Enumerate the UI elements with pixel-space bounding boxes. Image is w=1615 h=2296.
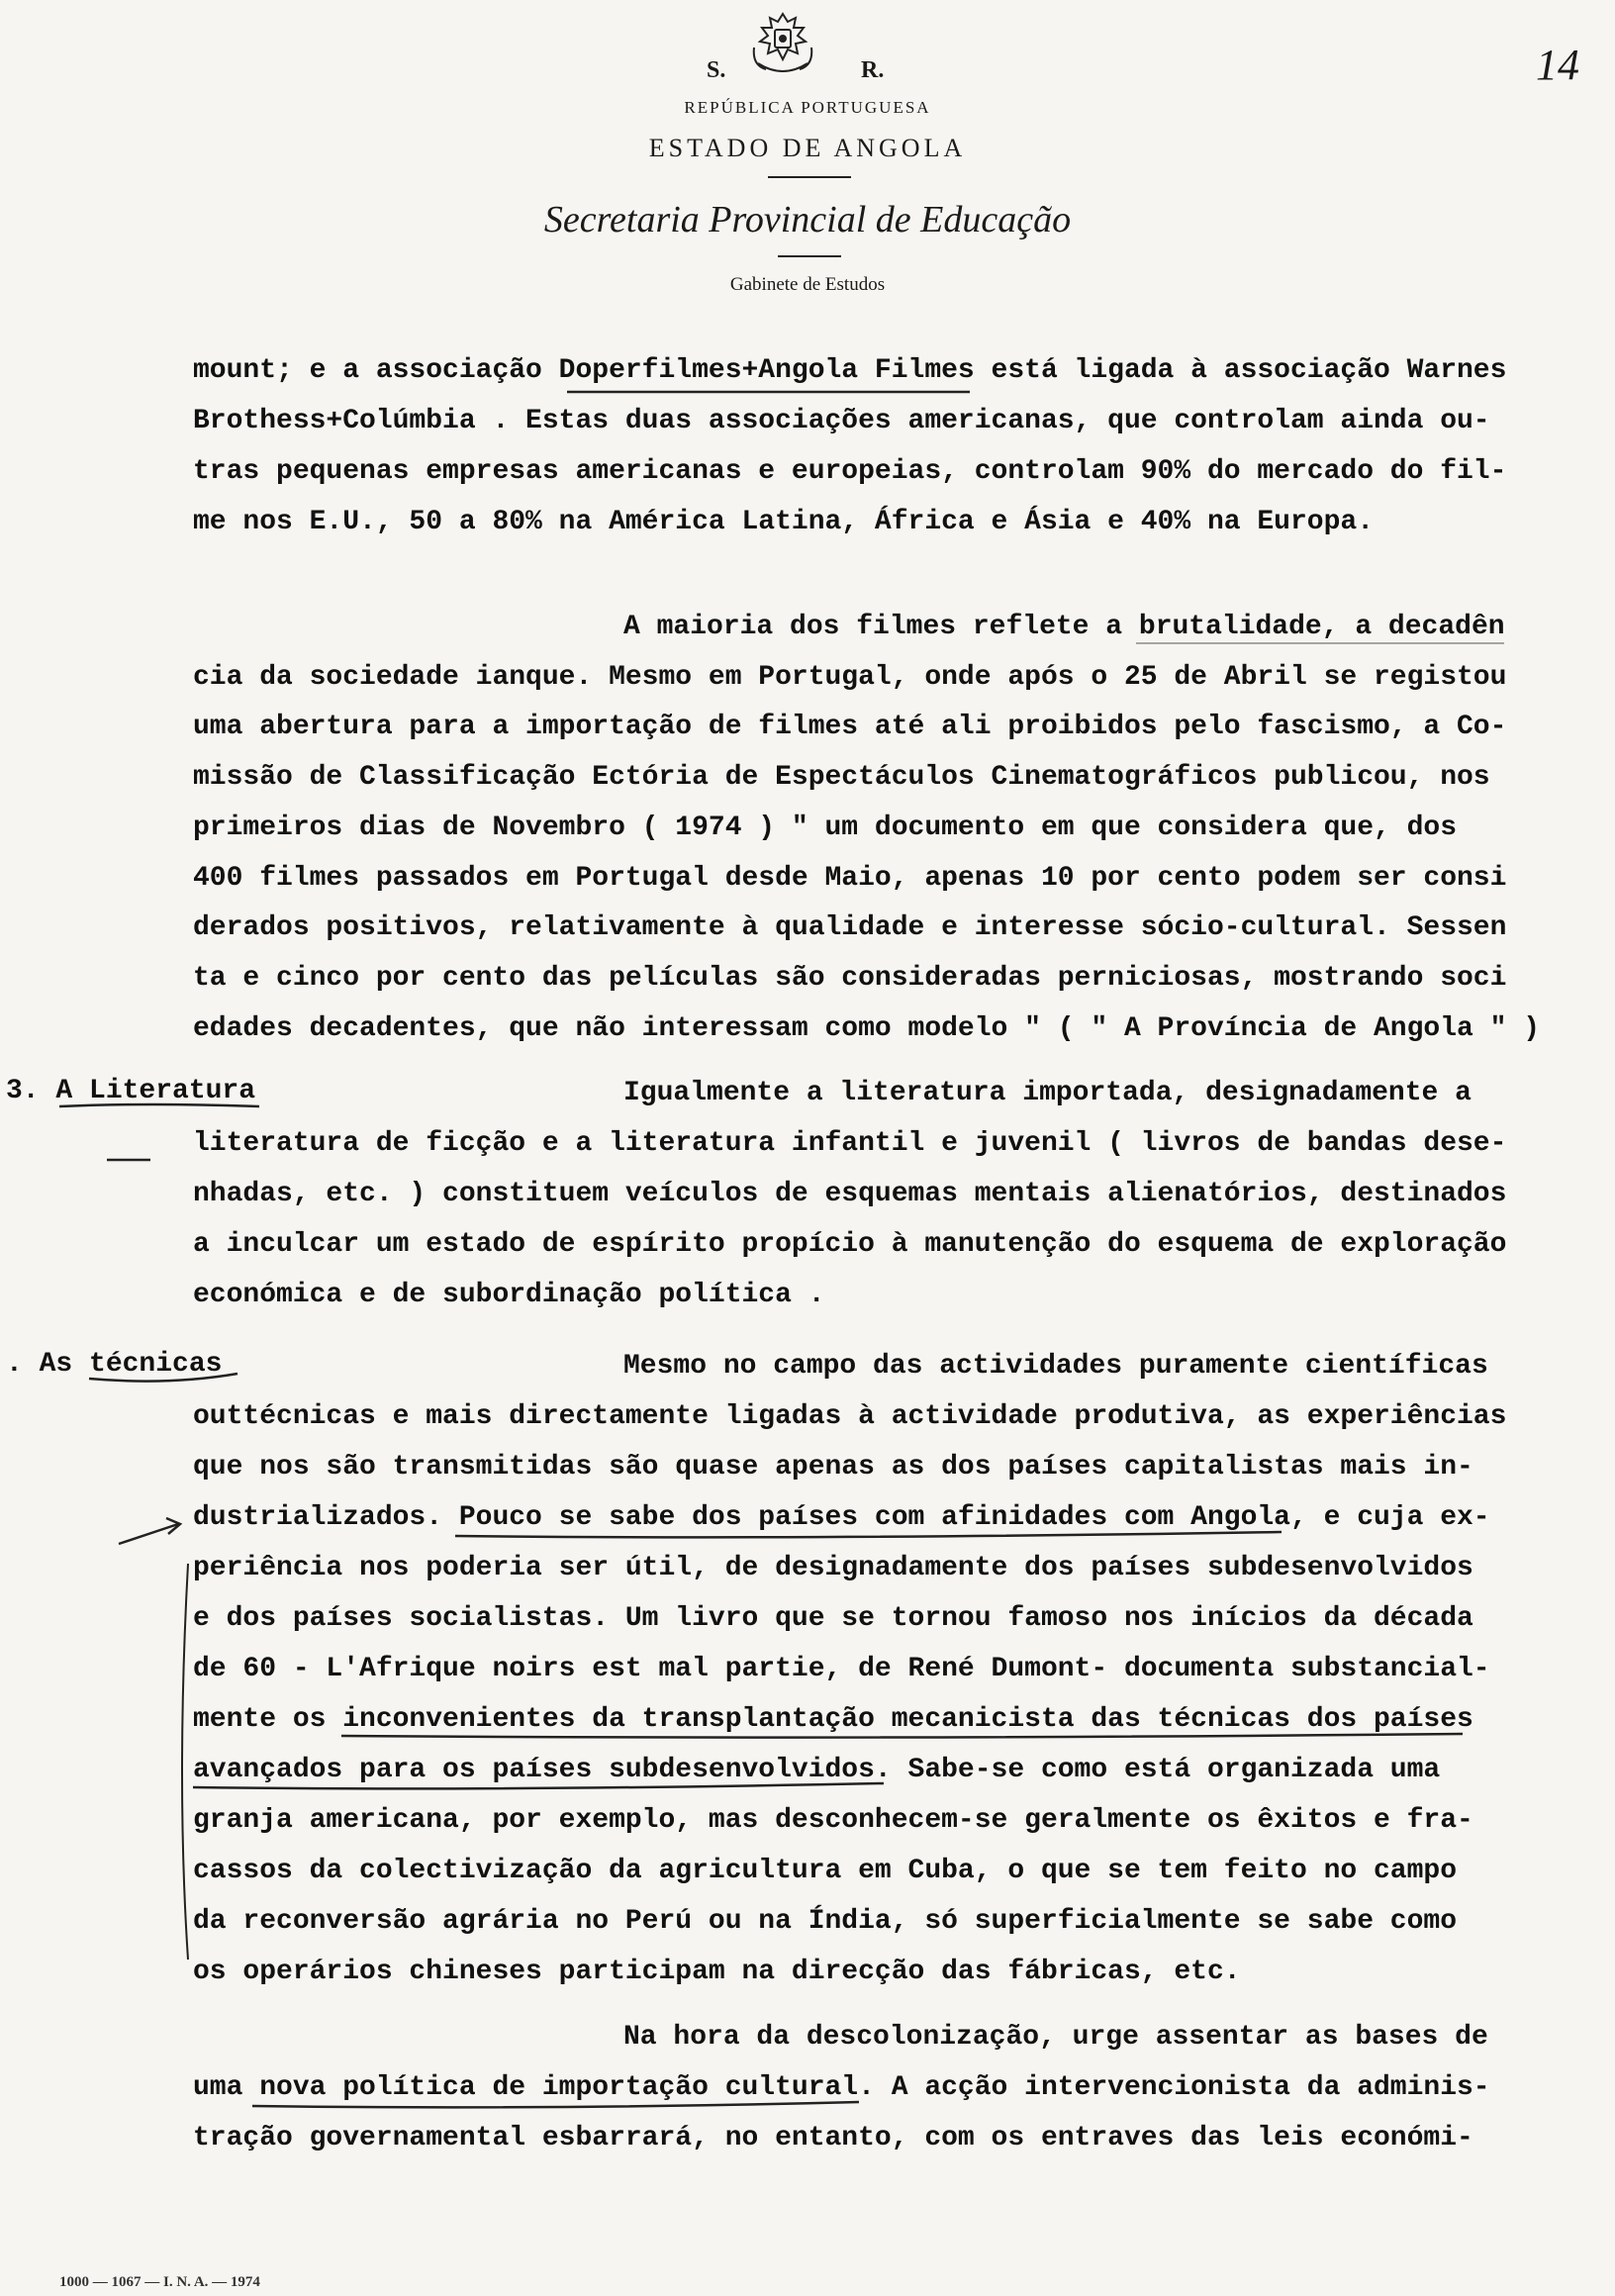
text-line: uma abertura para a importação de filmes até ali proibidos pelo fascismo, a Co- bbox=[193, 712, 1507, 742]
text-line: tras pequenas empresas americanas e europeias, controlam 90% do mercado do fil- bbox=[193, 456, 1507, 487]
margin-bracket-line bbox=[182, 1564, 188, 1960]
text-line: ta e cinco por cento das películas são consideradas perniciosas, mostrando soci bbox=[193, 963, 1507, 994]
text-line: cia da sociedade ianque. Mesmo em Portugal, onde após o 25 de Abril se registou bbox=[193, 662, 1507, 693]
underline-literatura bbox=[59, 1104, 259, 1106]
print-footer: 1000 — 1067 — I. N. A. — 1974 bbox=[59, 2274, 260, 2290]
sr-left-letter: S. bbox=[707, 57, 726, 83]
text-line: derados positivos, relativamente à qualidade e interesse sócio-cultural. Sessen bbox=[193, 912, 1507, 943]
text-line: A maioria dos filmes reflete a brutalidade, a decadên bbox=[623, 612, 1505, 642]
text-line: edades decadentes, que não interessam como modelo " ( " A Província de Angola " ) bbox=[193, 1013, 1541, 1044]
text-line: dustrializados. Pouco se sabe dos países com afinidades com Angola, e cuja ex- bbox=[193, 1502, 1490, 1533]
text-line: uma nova política de importação cultural. A acção intervencionista da adminis- bbox=[193, 2072, 1490, 2103]
underline-tecnicas bbox=[89, 1374, 238, 1382]
section-literatura-heading: 3. A Literatura bbox=[6, 1076, 256, 1106]
text-line: Mesmo no campo das actividades puramente científicas bbox=[623, 1351, 1488, 1382]
margin-arrow-mark bbox=[119, 1518, 180, 1544]
underline-nova-politica bbox=[252, 2102, 859, 2107]
text-line: da reconversão agrária no Perú ou na Índia, só superficialmente se sabe como bbox=[193, 1906, 1458, 1937]
text-line: Brothess+Colúmbia . Estas duas associações americanas, que controlam ainda ou- bbox=[193, 406, 1490, 436]
underline-paises-angola bbox=[455, 1532, 1282, 1537]
text-line: me nos E.U., 50 a 80% na América Latina, África e Ásia e 40% na Europa. bbox=[193, 507, 1374, 537]
text-line: que nos são transmitidas são quase apenas as dos países capitalistas mais in- bbox=[193, 1452, 1473, 1483]
state-heading: ESTADO DE ANGOLA bbox=[648, 134, 967, 162]
text-line: periência nos poderia ser útil, de designadamente dos países subdesenvolvidos bbox=[193, 1553, 1473, 1583]
underline-avancados bbox=[193, 1783, 884, 1788]
text-line: nhadas, etc. ) constituem veículos de esquemas mentais alienatórios, destinados bbox=[193, 1179, 1507, 1209]
text-line: mount; e a associação Doperfilmes+Angola Filmes está ligada à associação Warnes bbox=[193, 355, 1507, 386]
underline-inconvenientes bbox=[341, 1734, 1463, 1738]
text-line: mente os inconvenientes da transplantação mecanicista das técnicas dos países bbox=[193, 1704, 1473, 1735]
text-line: outtécnicas e mais directamente ligadas à actividade produtiva, as experiências bbox=[193, 1401, 1507, 1432]
sr-right-letter: R. bbox=[861, 57, 885, 83]
text-line: a inculcar um estado de espírito propício à manutenção do esquema de exploração bbox=[193, 1229, 1507, 1260]
section-tecnicas-heading: . As técnicas bbox=[6, 1349, 223, 1380]
text-line: 400 filmes passados em Portugal desde Maio, apenas 10 por cento podem ser consi bbox=[193, 863, 1507, 894]
text-line: cassos da colectivização da agricultura em Cuba, o que se tem feito no campo bbox=[193, 1856, 1458, 1886]
text-line: económica e de subordinação política . bbox=[193, 1280, 825, 1310]
text-line: e dos países socialistas. Um livro que se tornou famoso nos inícios da década bbox=[193, 1603, 1473, 1634]
department-heading: Secretaria Provincial de Educação bbox=[543, 199, 1072, 240]
republic-heading: REPÚBLICA PORTUGUESA bbox=[684, 98, 931, 117]
handwritten-page-number: 14 bbox=[1536, 41, 1579, 89]
text-line: Igualmente a literatura importada, designadamente a bbox=[623, 1078, 1472, 1108]
text-line: primeiros dias de Novembro ( 1974 ) " um documento em que considera que, dos bbox=[193, 813, 1458, 843]
text-line: literatura de ficção e a literatura infantil e juvenil ( livros de bandas dese- bbox=[193, 1128, 1507, 1159]
text-line: de 60 - L'Afrique noirs est mal partie, de René Dumont- documenta substancial- bbox=[193, 1654, 1490, 1684]
text-line: avançados para os países subdesenvolvidos. Sabe-se como está organizada uma bbox=[193, 1755, 1441, 1785]
text-line: tração governamental esbarrará, no entanto, com os entraves das leis económi- bbox=[193, 2123, 1473, 2153]
text-line: missão de Classificação Ectória de Espectáculos Cinematográficos publicou, nos bbox=[193, 762, 1490, 793]
text-line: os operários chineses participam na direcção das fábricas, etc. bbox=[193, 1957, 1241, 1987]
text-line: granja americana, por exemplo, mas desconhecem-se geralmente os êxitos e fra- bbox=[193, 1805, 1473, 1836]
office-heading: Gabinete de Estudos bbox=[729, 274, 886, 295]
text-line: Na hora da descolonização, urge assentar as bases de bbox=[623, 2022, 1488, 2053]
